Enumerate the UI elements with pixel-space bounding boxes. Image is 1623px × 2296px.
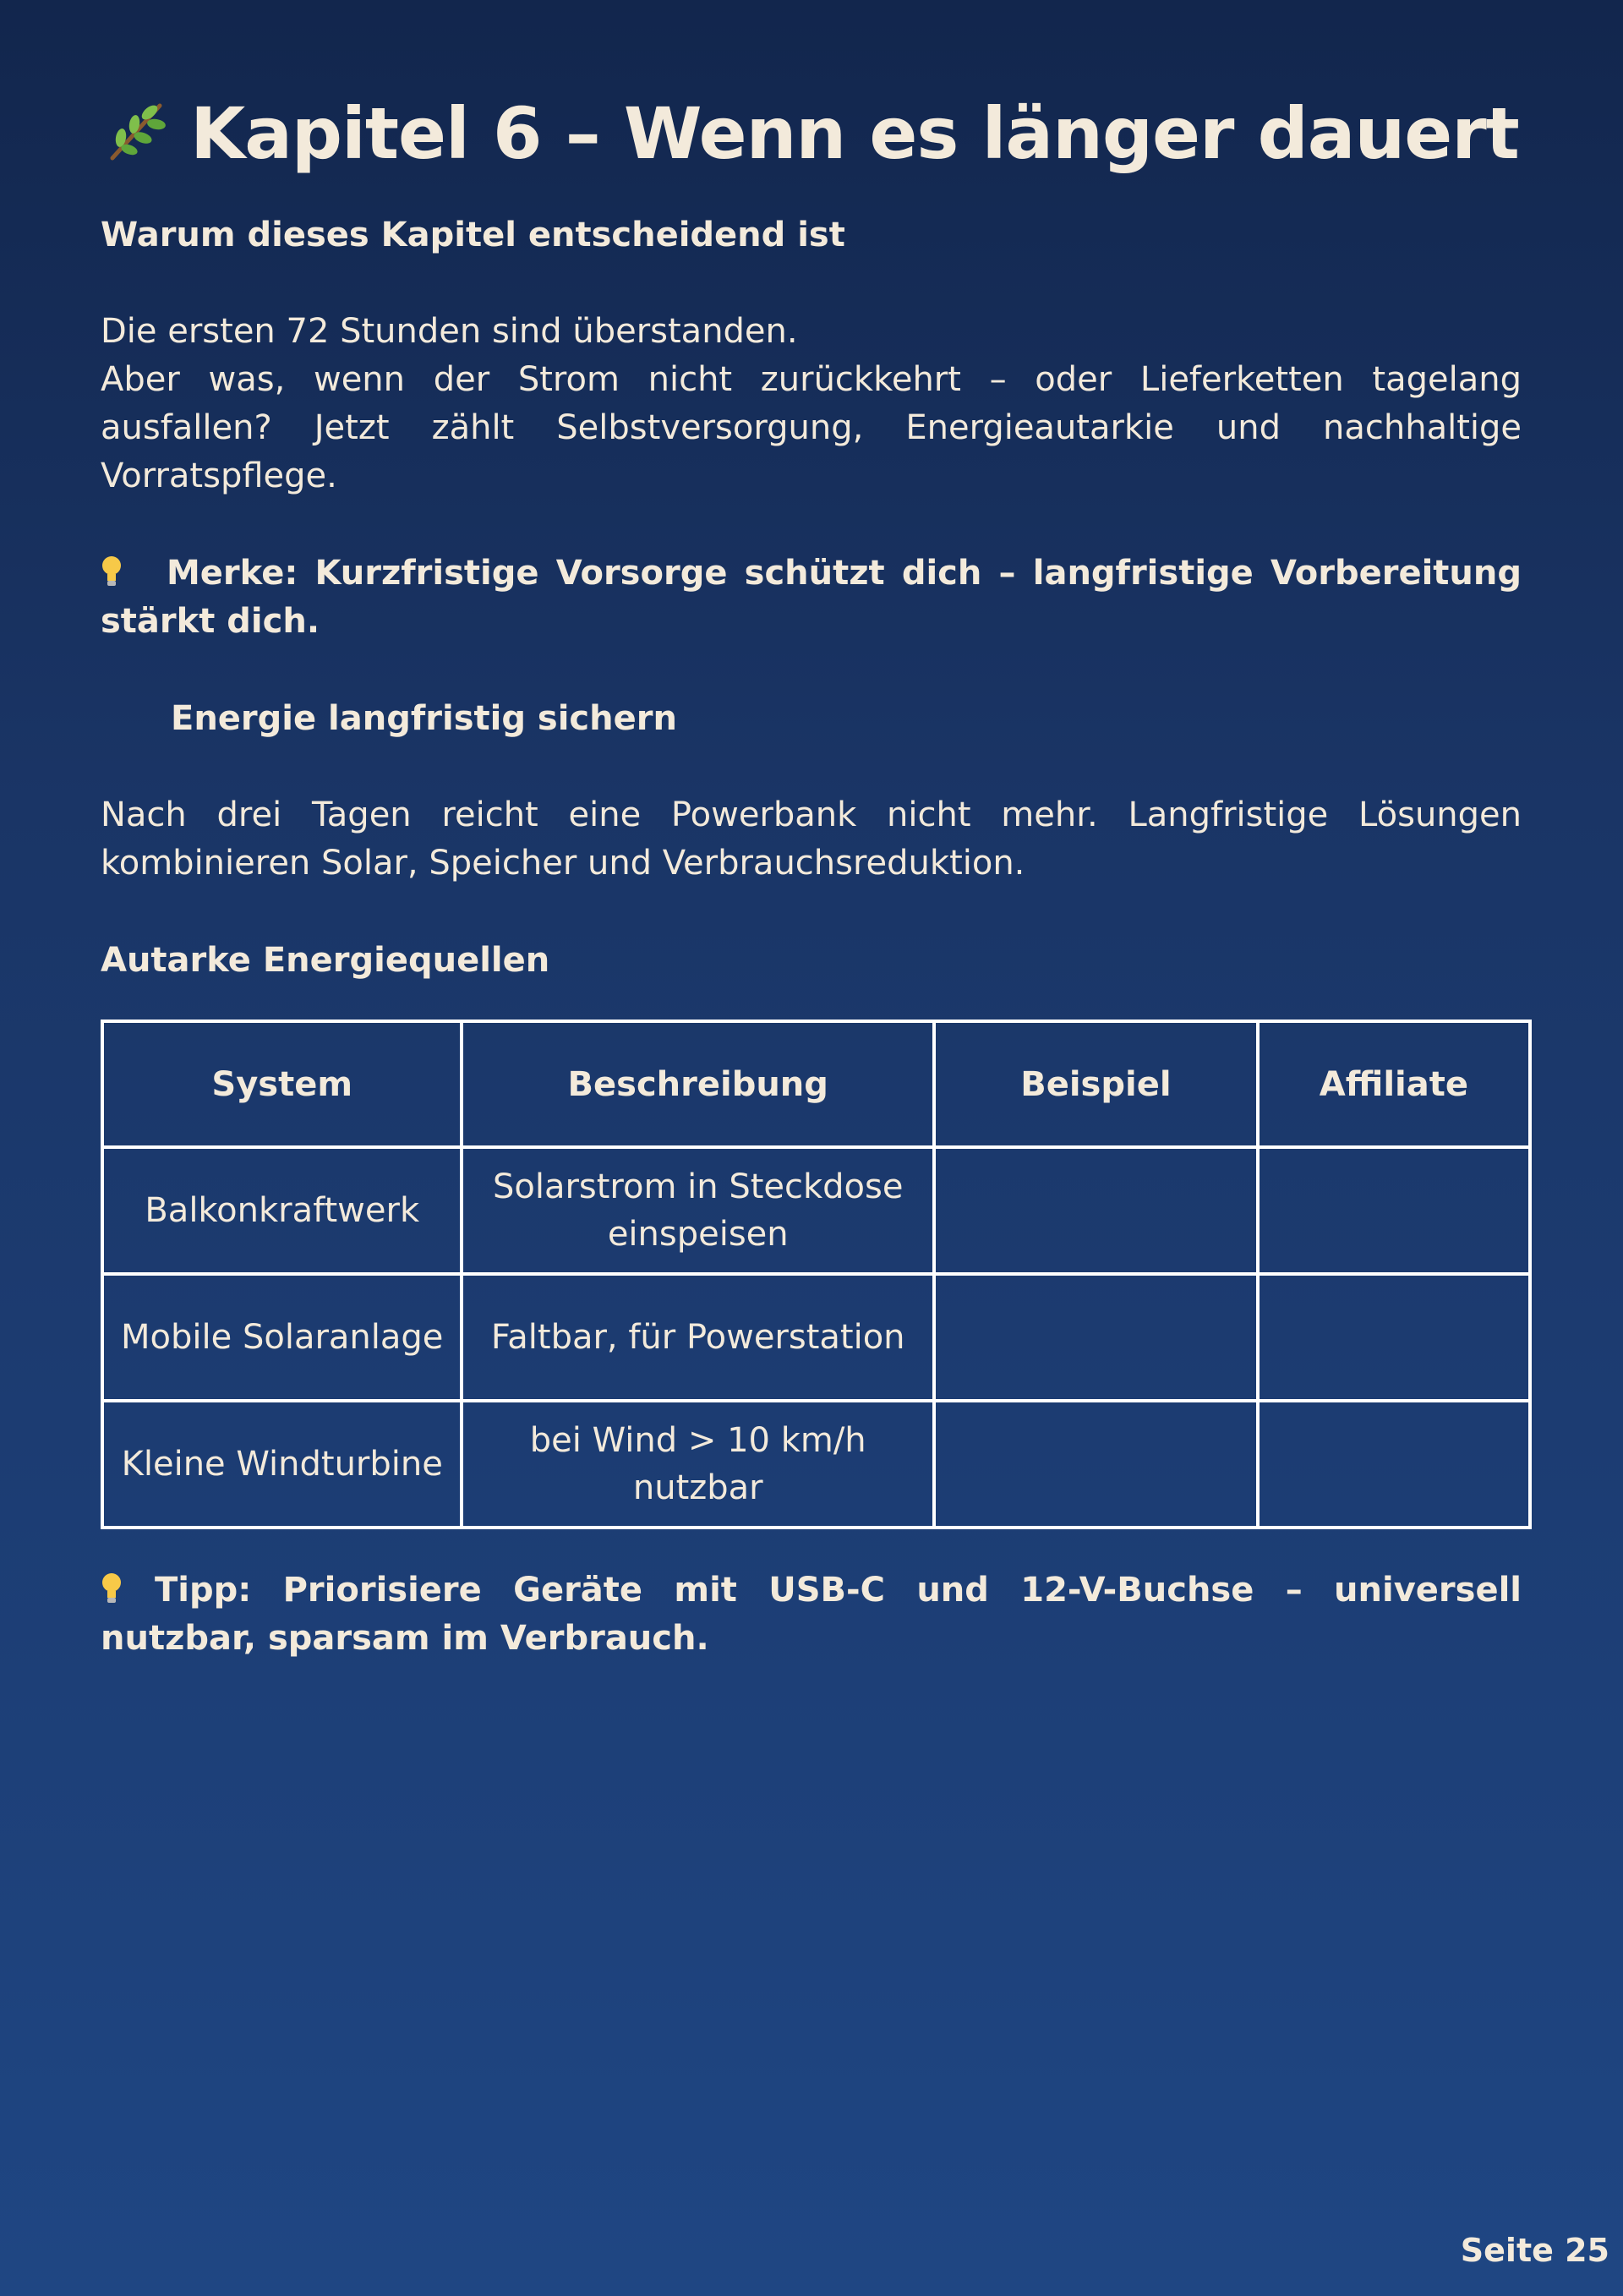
table-cell: [934, 1274, 1258, 1401]
table-cell: [934, 1147, 1258, 1274]
lightbulb-icon: [101, 1570, 123, 1604]
table-cell: [1258, 1274, 1530, 1401]
tip-callout: [101, 1566, 1522, 1663]
chapter-title: [0, 91, 1623, 181]
note-callout: [101, 549, 1522, 646]
intro-paragraph: Aber was, wenn der Strom nicht zurückkehrt – oder Lieferketten tagelang ausfallen? Jetzt zählt Selbstversorgung, Energieautarkie und nachhaltige Vorratspflege.: [101, 360, 1522, 495]
table-header-cell: Beispiel: [934, 1021, 1258, 1147]
tip-text: Tipp: Priorisiere Geräte mit USB-C und 12-V-Buchse – universell nutzbar, sparsam im Verbrauch.: [101, 1571, 1522, 1658]
table-header-cell: Beschreibung: [462, 1021, 934, 1147]
table-cell: Balkonkraftwerk: [102, 1147, 462, 1274]
energy-paragraph: Nach drei Tagen reicht eine Powerbank nicht mehr. Langfristige Lösungen kombinieren Solar, Speicher und Verbrauchsreduktion.: [101, 795, 1522, 883]
table-title: Autarke Energiequellen: [101, 941, 550, 980]
table-cell: Kleine Windturbine: [102, 1401, 462, 1528]
page-number: Seite 25: [1460, 2232, 1609, 2269]
chapter-title-text: Kapitel 6 – Wenn es länger dauert: [190, 92, 1519, 175]
note-text: Merke: Kurzfristige Vorsorge schützt dich – langfristige Vorbereitung stärkt dich.: [101, 554, 1522, 641]
table-cell: Solarstrom in Steckdose einspeisen: [462, 1147, 934, 1274]
table-cell: bei Wind > 10 km/h nutzbar: [462, 1401, 934, 1528]
table-header-row: [102, 1021, 1530, 1147]
table-cell: [1258, 1401, 1530, 1528]
table-cell: Faltbar, für Powerstation: [462, 1274, 934, 1401]
table-row: [102, 1147, 1530, 1274]
energy-sources-table: [101, 1020, 1532, 1529]
intro-heading: Warum dieses Kapitel entscheidend ist: [101, 216, 845, 254]
table-header-cell: Affiliate: [1258, 1021, 1530, 1147]
table-header-cell: System: [102, 1021, 462, 1147]
table-row: [102, 1274, 1530, 1401]
table-cell: Mobile Solaranlage: [102, 1274, 462, 1401]
table-row: [102, 1401, 1530, 1528]
intro-line: Die ersten 72 Stunden sind überstanden.: [101, 312, 798, 351]
table-cell: [1258, 1147, 1530, 1274]
lightbulb-icon: [101, 553, 123, 587]
energy-heading: Energie langfristig sichern: [171, 699, 677, 738]
table-cell: [934, 1401, 1258, 1528]
sprig-icon: [104, 96, 168, 181]
